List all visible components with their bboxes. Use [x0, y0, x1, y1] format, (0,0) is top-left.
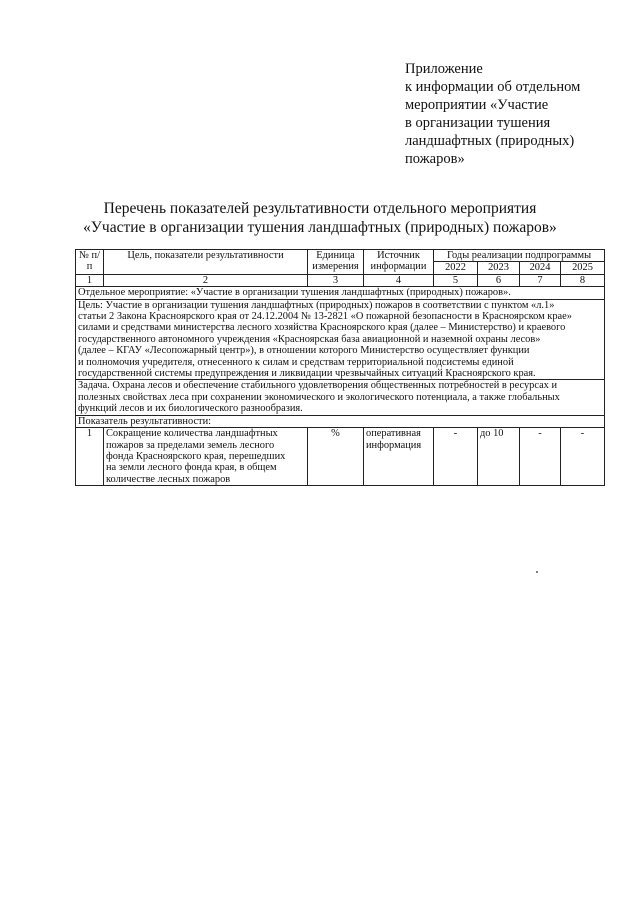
header-year: 2023	[478, 262, 520, 274]
source-line: оперативная	[366, 428, 421, 440]
indicator-line: фонда Красноярского края, перешедших	[106, 450, 286, 462]
task-line: полезных свойствах леса при сохранении экономического и экологического потенциала, а также глобальных	[78, 391, 560, 403]
indicator-line: пожаров за пределами земель лесного	[106, 439, 275, 451]
col-number: 7	[520, 274, 561, 286]
col-number: 8	[561, 274, 605, 286]
col-number: 6	[478, 274, 520, 286]
source-line: информация	[366, 439, 422, 451]
header-year: 2025	[561, 262, 605, 274]
title-line-2: «Участие в организации тушения ландшафтных (природных) пожаров»	[83, 219, 557, 236]
goal-line: (далее – КГАУ «Лесопожарный центр»), в отношении которого Министерство осуществляет функции	[78, 345, 530, 357]
indicator-line: количестве лесных пожаров	[106, 473, 231, 485]
appendix-header	[405, 60, 630, 168]
col-number: 1	[76, 274, 104, 286]
header-years-group: Годы реализации подпрограммы	[434, 250, 605, 262]
col-number: 5	[434, 274, 478, 286]
header-source: Источник информации	[364, 250, 434, 275]
goal-line: статьи 2 Закона Красноярского края от 24.12.2004 № 13-2821 «О пожарной безопасности в Красноярском крае»	[78, 311, 572, 323]
indicator-line: Сокращение количества ландшафтных	[106, 428, 278, 440]
row-indicator-name	[104, 428, 308, 486]
title-line-1: Перечень показателей результативности отдельного мероприятия	[103, 200, 537, 217]
goal-line: Цель: Участие в организации тушения ландшафтных (природных) пожаров в соответствии с пунктом «л.1»	[78, 299, 555, 311]
row-source	[364, 428, 434, 486]
event-text: Отдельное мероприятие: «Участие в организации тушения ландшафтных (природных) пожаров».	[76, 287, 605, 299]
task-line: Задача. Охрана лесов и обеспечение стабильного удовлетворения общественных потребностей в ресурсах и	[78, 380, 558, 392]
task-row	[76, 380, 605, 415]
goal-line: государственного автономного учреждения «Красноярская база авиационной и наземной охраны лесов»	[78, 333, 541, 345]
document-title	[0, 199, 640, 237]
scan-speck	[536, 571, 538, 573]
col-number: 4	[364, 274, 434, 286]
indicator-line: на земли лесного фонда края, в общем	[106, 462, 277, 474]
appendix-line: в организации тушения	[405, 115, 551, 131]
event-row	[76, 287, 605, 299]
header-year: 2024	[520, 262, 561, 274]
header-goal: Цель, показатели результативности	[104, 250, 308, 275]
goal-line: силами и средствами министерства лесного хозяйства Красноярского края (далее – Министерство) и краевого	[78, 322, 566, 334]
col-number: 2	[104, 274, 308, 286]
row-value-2024: -	[520, 428, 561, 486]
task-line: функций лесов и их биологического разнообразия.	[78, 403, 303, 415]
goal-row	[76, 299, 605, 380]
column-numbers-row	[76, 274, 605, 286]
col-number: 3	[308, 274, 364, 286]
indicator-header-row	[76, 415, 605, 427]
appendix-line: Приложение	[405, 61, 483, 77]
header-row	[76, 250, 605, 262]
header-unit: Единица измерения	[308, 250, 364, 275]
header-year: 2022	[434, 262, 478, 274]
header-num: № п/п	[76, 250, 104, 275]
indicators-table	[75, 249, 605, 486]
row-num: 1	[76, 428, 104, 486]
row-value-2025: -	[561, 428, 605, 486]
row-unit: %	[308, 428, 364, 486]
appendix-line: пожаров»	[405, 151, 465, 167]
goal-line: государственной системы предупреждения и ликвидации чрезвычайных ситуаций Красноярского края.	[78, 368, 536, 380]
indicator-header: Показатель результативности:	[76, 415, 605, 427]
appendix-line: ландшафтных (природных)	[405, 133, 575, 149]
goal-text	[76, 299, 605, 380]
row-value-2023: до 10	[478, 428, 520, 486]
table-row	[76, 428, 605, 486]
goal-line: и полномочия учредителя, отнесенного к силам и средствам территориальной подсистемы единой	[78, 356, 514, 368]
row-value-2022: -	[434, 428, 478, 486]
appendix-line: мероприятии «Участие	[405, 97, 549, 113]
task-text	[76, 380, 605, 415]
appendix-line: к информации об отдельном	[405, 79, 581, 95]
